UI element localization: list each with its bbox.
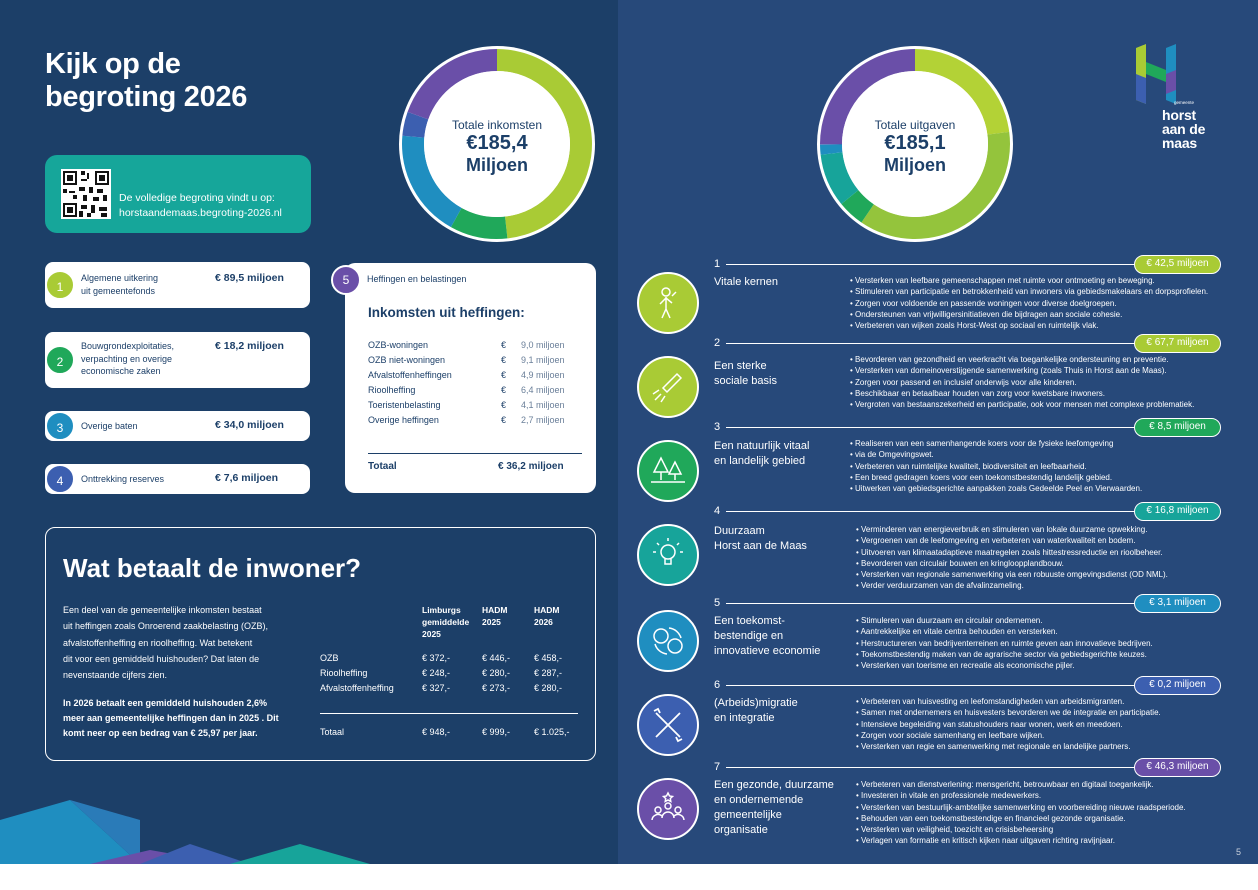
bullet-item: • Verminderen van energieverbruik en stimuleren van lokale duurzame opwekking. (856, 524, 1168, 535)
ozb-row-value: € 273,- (482, 683, 511, 693)
heffingen-row (368, 385, 568, 395)
ozb-row-value: € 280,- (534, 683, 563, 693)
ozb-col-header-line: 2025 (422, 629, 441, 639)
section-amount-badge: € 46,3 miljoen (1134, 758, 1221, 777)
section-title-line: Een gezonde, duurzame (714, 779, 834, 791)
section-title (714, 614, 820, 659)
ozb-divider (320, 713, 578, 714)
income-item-2 (45, 332, 310, 388)
logo-line-3: maas (1162, 135, 1198, 151)
section-number: 4 (714, 505, 721, 517)
bullet-item: • Uitvoeren van klimaatadaptieve maatregelen zoals hittestressreductie en rioolbeheer. (856, 547, 1168, 558)
section-divider (726, 767, 1136, 768)
heffingen-total-label: Totaal (368, 461, 397, 472)
ozb-intro-line: dit voor een gemiddeld huishouden? Dat laten de (63, 653, 260, 664)
section-divider (726, 264, 1136, 265)
heffingen-card (345, 263, 596, 493)
bullet-item: • Vergroten van bestaanszekerheid en participatie, ook voor mensen met complexe problematiek. (850, 399, 1194, 410)
ozb-row-value: € 372,- (422, 653, 451, 663)
section-divider (726, 511, 1136, 512)
section-amount-badge: € 67,7 miljoen (1134, 334, 1221, 353)
heffingen-row-label: Rioolheffing (368, 385, 416, 395)
income-item-3-number: 3 (45, 411, 75, 441)
ozb-row-label: Afvalstoffenheffing (320, 683, 394, 693)
qr-banner[interactable] (45, 155, 311, 233)
qr-link[interactable]: horstaandemaas.begroting-2026.nl (119, 207, 282, 219)
section-title-line: Duurzaam (714, 525, 765, 537)
page-number: 5 (1236, 847, 1242, 857)
person-icon (637, 272, 699, 334)
ozb-col-header-line: HADM (534, 605, 560, 615)
heffingen-row (368, 370, 568, 380)
ozb-col-header-line: gemiddelde (422, 617, 470, 627)
heffingen-row-currency: € (501, 385, 507, 395)
ozb-col-header-line: 2025 (482, 617, 501, 627)
ozb-row-value: € 458,- (534, 653, 563, 663)
bullet-item: • Zorgen voor sociale samenhang en leefbare wijken. (856, 730, 1161, 741)
ozb-total-value: € 999,- (482, 727, 511, 737)
ozb-card (45, 527, 596, 761)
heffingen-row (368, 400, 568, 410)
title-line-2: begroting 2026 (45, 81, 248, 113)
ozb-conclusion-line: meer aan gemeentelijke heffingen dan in 2025 . Dit (63, 713, 279, 723)
bullet-item: • Investeren in vitale en professionele medewerkers. (856, 790, 1186, 801)
section-number: 5 (714, 597, 721, 609)
heffingen-row-label: Overige heffingen (368, 415, 439, 425)
income-item-2-label-line2: verpachting en overige (81, 353, 173, 364)
municipality-logo-icon (1134, 44, 1180, 106)
section-divider (726, 343, 1136, 344)
section-title (714, 778, 834, 838)
section-title-line: Horst aan de Maas (714, 540, 807, 552)
ozb-intro-line: afvalstoffenheffing en rioolheffing. Wat betekent (63, 637, 253, 648)
expense-donut (816, 45, 1014, 243)
section-title-line: en landelijk gebied (714, 455, 806, 467)
section-divider (726, 685, 1136, 686)
heffingen-row-currency: € (501, 400, 507, 410)
expense-donut-value: €185,1 (884, 132, 946, 154)
ozb-intro-line: uit heffingen zoals Onroerend zaakbelasting (OZB), (63, 621, 268, 632)
income-item-3-label: Overige baten (81, 421, 138, 431)
ozb-row-value: € 327,- (422, 683, 451, 693)
heffingen-row-label: OZB-woningen (368, 340, 429, 350)
heffingen-divider (368, 453, 582, 454)
ozb-intro-line: nevenstaande cijfers zien. (63, 670, 168, 681)
section-bullets (856, 696, 1161, 752)
income-item-2-label (81, 340, 174, 378)
income-donut-value: €185,4 (466, 132, 528, 154)
bullet-item: • Samen met ondernemers en huisvesters bevorderen we de integratie en participatie. (856, 707, 1161, 718)
section-amount-badge: € 8,5 miljoen (1134, 418, 1221, 437)
income-item-1-label-line1: Algemene uitkering (81, 273, 159, 283)
bullet-item: • Verlagen van formatie en kritisch kijken naar uitgaven richting ravijnjaar. (856, 835, 1186, 846)
title-line-1: Kijk op de (45, 48, 181, 80)
bullet-item: • Zorgen voor voldoende en passende woningen voor diverse doelgroepen. (850, 298, 1208, 309)
section-number: 7 (714, 761, 721, 773)
bullet-item: • Verbeteren van wijken zoals Horst-West op sociaal en ruimtelijk vlak. (850, 320, 1208, 331)
section-title-line: gemeentelijke (714, 809, 782, 821)
ozb-col-header-line: 2026 (534, 617, 553, 627)
heffingen-total-value: € 36,2 miljoen (498, 461, 564, 472)
bullet-item: • Verbeteren van huisvesting en leefomstandigheden van arbeidsmigranten. (856, 696, 1161, 707)
heffingen-heading: Inkomsten uit heffingen: (368, 305, 525, 320)
income-item-4-number: 4 (45, 464, 75, 494)
heffingen-row-value: 6,4 miljoen (521, 385, 565, 395)
trees-icon (637, 440, 699, 502)
right-page (618, 0, 1258, 864)
income-item-1-number: 1 (45, 270, 75, 300)
ozb-heading: Wat betaalt de inwoner? (63, 553, 362, 583)
heffingen-row-currency: € (501, 340, 507, 350)
bullet-item: • Herstructureren van bedrijventerreinen en ruimte geven aan innovatieve bedrijven. (856, 638, 1153, 649)
ozb-col-header-hadm-2025 (482, 604, 508, 628)
bottom-margin (0, 864, 1258, 890)
bullet-item: • Beschikbaar en betaalbaar houden van zorg voor kwetsbare inwoners. (850, 388, 1194, 399)
section-amount-badge: € 0,2 miljoen (1134, 676, 1221, 695)
section-title-line: organisatie (714, 824, 768, 836)
heffingen-row-value: 4,1 miljoen (521, 400, 565, 410)
bullet-item: • Verder verduurzamen van de afvalinzameling. (856, 580, 1168, 591)
ozb-conclusion-line: komt neer op een bedrag van € 25,97 per jaar. (63, 728, 258, 738)
expense-donut-line1: Totale uitgaven (874, 118, 956, 132)
tools-icon (637, 694, 699, 756)
section-number: 6 (714, 679, 721, 691)
decorative-triangles (0, 800, 380, 864)
section-bullets (856, 615, 1153, 671)
ozb-row-value: € 446,- (482, 653, 511, 663)
heffingen-row-label: Toeristenbelasting (368, 400, 441, 410)
heffingen-row-label: Afvalstoffenheffingen (368, 370, 452, 380)
bullet-item: • Versterken van veiligheid, toezicht en crisisbeheersing (856, 824, 1186, 835)
bullet-item: • Verbeteren van dienstverlening: mensgericht, betrouwbaar en digitaal toegankelijk. (856, 779, 1186, 790)
bullet-item: • Uitwerken van gebiedsgerichte aanpakken zoals Gedeelde Peel en Vierwaarden. (850, 483, 1142, 494)
income-item-2-amount: € 18,2 miljoen (215, 340, 284, 352)
income-item-4 (45, 464, 310, 494)
rocket-icon (637, 356, 699, 418)
bullet-item: • Behouden van een toekomstbestendige en financieel gezonde organisatie. (856, 813, 1186, 824)
section-title-line: Vitale kernen (714, 276, 779, 288)
section-amount-badge: € 42,5 miljoen (1134, 255, 1221, 274)
income-item-1-amount: € 89,5 miljoen (215, 272, 284, 284)
logo-small-text: gemeente (1174, 100, 1195, 105)
section-title-line: sociale basis (714, 375, 777, 387)
section-title-line: (Arbeids)migratie (714, 697, 798, 709)
bullet-item: • Zorgen voor passend en inclusief onderwijs voor alle kinderen. (850, 377, 1194, 388)
ozb-intro-line: Een deel van de gemeentelijke inkomsten bestaat (63, 605, 262, 615)
section-title (714, 359, 777, 389)
logo-line-2: aan de (1162, 121, 1206, 137)
income-item-2-number: 2 (45, 345, 75, 375)
bullet-item: • Realiseren van een samenhangende koers voor de fysieke leefomgeving (850, 438, 1142, 449)
income-donut-line1: Totale inkomsten (451, 118, 543, 132)
section-title-line: en ondernemende (714, 794, 804, 806)
heffingen-row-currency: € (501, 370, 507, 380)
left-page (0, 0, 618, 864)
lightbulb-icon (637, 524, 699, 586)
income-item-4-amount: € 7,6 miljoen (215, 472, 279, 484)
ozb-row-label: OZB (320, 653, 339, 663)
section-title (714, 524, 807, 554)
section-bullets (850, 275, 1208, 331)
bullet-item: • Stimuleren van duurzaam en circulair ondernemen. (856, 615, 1153, 626)
bullet-item: • Versterken van toerisme en recreatie als economische pijler. (856, 660, 1153, 671)
heffingen-row-value: 4,9 miljoen (521, 370, 565, 380)
ozb-row-value: € 287,- (534, 668, 563, 678)
income-item-3 (45, 411, 310, 441)
coins-icon (637, 610, 699, 672)
heffingen-row-value: 2,7 miljoen (521, 415, 565, 425)
heffingen-row (368, 340, 568, 350)
section-number: 3 (714, 421, 721, 433)
heffingen-row (368, 415, 568, 425)
income-item-2-label-line3: economische zaken (81, 366, 161, 376)
bullet-item: • Versterken van bestuurlijk-ambtelijke samenwerking en voorbereiding nieuwe raadsperiode. (856, 802, 1186, 813)
qr-text-line-1: De volledige begroting vindt u op: (119, 192, 275, 204)
section-bullets (850, 438, 1142, 494)
bullet-item: • Versterken van regie en samenwerking met regionale en landelijke partners. (856, 741, 1161, 752)
ozb-intro (63, 602, 293, 683)
bullet-item: • Versterken van domeinoverstijgende samenwerking (zoals Thuis in Horst aan de Maas). (850, 365, 1194, 376)
team-icon (637, 778, 699, 840)
income-item-1 (45, 262, 310, 308)
bullet-item: • Bevorderen van gezondheid en veerkracht via toegankelijke ondersteuning en preventie. (850, 354, 1194, 365)
expense-donut-label (816, 45, 1014, 243)
section-bullets (856, 524, 1168, 592)
heffingen-row-value: 9,0 miljoen (521, 340, 565, 350)
page-title (45, 48, 247, 114)
bullet-continuation-text: via de Omgevingswet. (855, 450, 934, 460)
ozb-total-value: € 948,- (422, 727, 451, 737)
ozb-total-label: Totaal (320, 727, 345, 737)
ozb-conclusion-line: In 2026 betaalt een gemiddeld huishouden 2,6% (63, 698, 268, 708)
income-donut (398, 45, 596, 243)
section-title (714, 696, 798, 726)
bullet-item: • Intensieve begeleiding van statushouders naar wonen, werk en meedoen. (856, 719, 1161, 730)
heffingen-row-currency: € (501, 415, 507, 425)
bullet-item: • Versterken van regionale samenwerking via een robuuste omgevingsdienst (OD NML). (856, 569, 1168, 580)
qr-code-icon[interactable] (61, 169, 111, 219)
section-title-line: Een toekomst- (714, 615, 785, 627)
ozb-col-header-line: Limburgs (422, 605, 461, 615)
bullet-item: • Aantrekkelijke en vitale centra behouden en versterken. (856, 626, 1153, 637)
section-amount-badge: € 3,1 miljoen (1134, 594, 1221, 613)
bullet-item: • Ondersteunen van vrijwilligersinitiatieven die bijdragen aan sociale cohesie. (850, 309, 1208, 320)
ozb-row-value: € 248,- (422, 668, 451, 678)
heffingen-tag: Heffingen en belastingen (367, 274, 467, 284)
section-amount-badge: € 16,8 miljoen (1134, 502, 1221, 521)
logo-wordmark (1162, 108, 1205, 150)
income-donut-label (398, 45, 596, 243)
section-number: 1 (714, 258, 721, 270)
section-number: 2 (714, 337, 721, 349)
bullet-item: • Toekomstbestendig maken van de agrarische sector via gebiedsgerichte keuzes. (856, 649, 1153, 660)
ozb-col-header-limburg (422, 604, 469, 640)
bullet-item: • Vergroenen van de leefomgeving en verbeteren van waterkwaliteit en bodem. (856, 535, 1168, 546)
bullet-item: • Bevorderen van circulair bouwen en kringloopplandbouw. (856, 558, 1168, 569)
section-title-line: bestendige en (714, 630, 784, 642)
section-title-line: Een natuurlijk vitaal (714, 440, 810, 452)
bullet-item: • Een breed gedragen koers voor een toekomstbestendig landelijk gebied. (850, 472, 1142, 483)
ozb-conclusion (63, 696, 293, 741)
section-divider (726, 427, 1136, 428)
heffingen-row (368, 355, 568, 365)
income-donut-unit: Miljoen (466, 155, 528, 175)
income-item-3-amount: € 34,0 miljoen (215, 419, 284, 431)
section-bullets (850, 354, 1194, 410)
income-item-2-label-line1: Bouwgrondexploitaties, (81, 341, 175, 351)
ozb-col-header-line: HADM (482, 605, 508, 615)
bullet-continuation (850, 449, 1142, 460)
logo-line-1: horst (1162, 107, 1197, 123)
heffingen-row-currency: € (501, 355, 507, 365)
heffingen-row-value: 9,1 miljoen (521, 355, 565, 365)
section-title-line: en integratie (714, 712, 775, 724)
heffingen-row-label: OZB niet-woningen (368, 355, 446, 365)
ozb-row-label: Rioolheffing (320, 668, 368, 678)
income-item-4-label: Onttrekking reserves (81, 474, 165, 484)
section-title-line: Een sterke (714, 360, 767, 372)
expense-donut-unit: Miljoen (884, 155, 946, 175)
bullet-item: • Versterken van leefbare gemeenschappen met ruimte voor ontmoeting en beweging. (850, 275, 1208, 286)
heffingen-number: 5 (331, 265, 361, 295)
income-item-1-label (81, 272, 158, 297)
section-bullets (856, 779, 1186, 847)
bullet-item: • Verbeteren van ruimtelijke kwaliteit, biodiversiteit en leefbaarheid. (850, 461, 1142, 472)
income-item-1-label-line2: uit gemeentefonds (81, 285, 156, 296)
qr-text (119, 191, 282, 221)
section-title (714, 439, 809, 469)
ozb-col-header-hadm-2026 (534, 604, 560, 628)
bullet-item: • Stimuleren van participatie en betrokkenheid van inwoners via gebiedsmakelaars en dorpsprofielen. (850, 286, 1208, 297)
section-divider (726, 603, 1136, 604)
ozb-row-value: € 280,- (482, 668, 511, 678)
ozb-total-value: € 1.025,- (534, 727, 570, 737)
section-title (714, 275, 778, 290)
section-title-line: innovatieve economie (714, 645, 821, 657)
